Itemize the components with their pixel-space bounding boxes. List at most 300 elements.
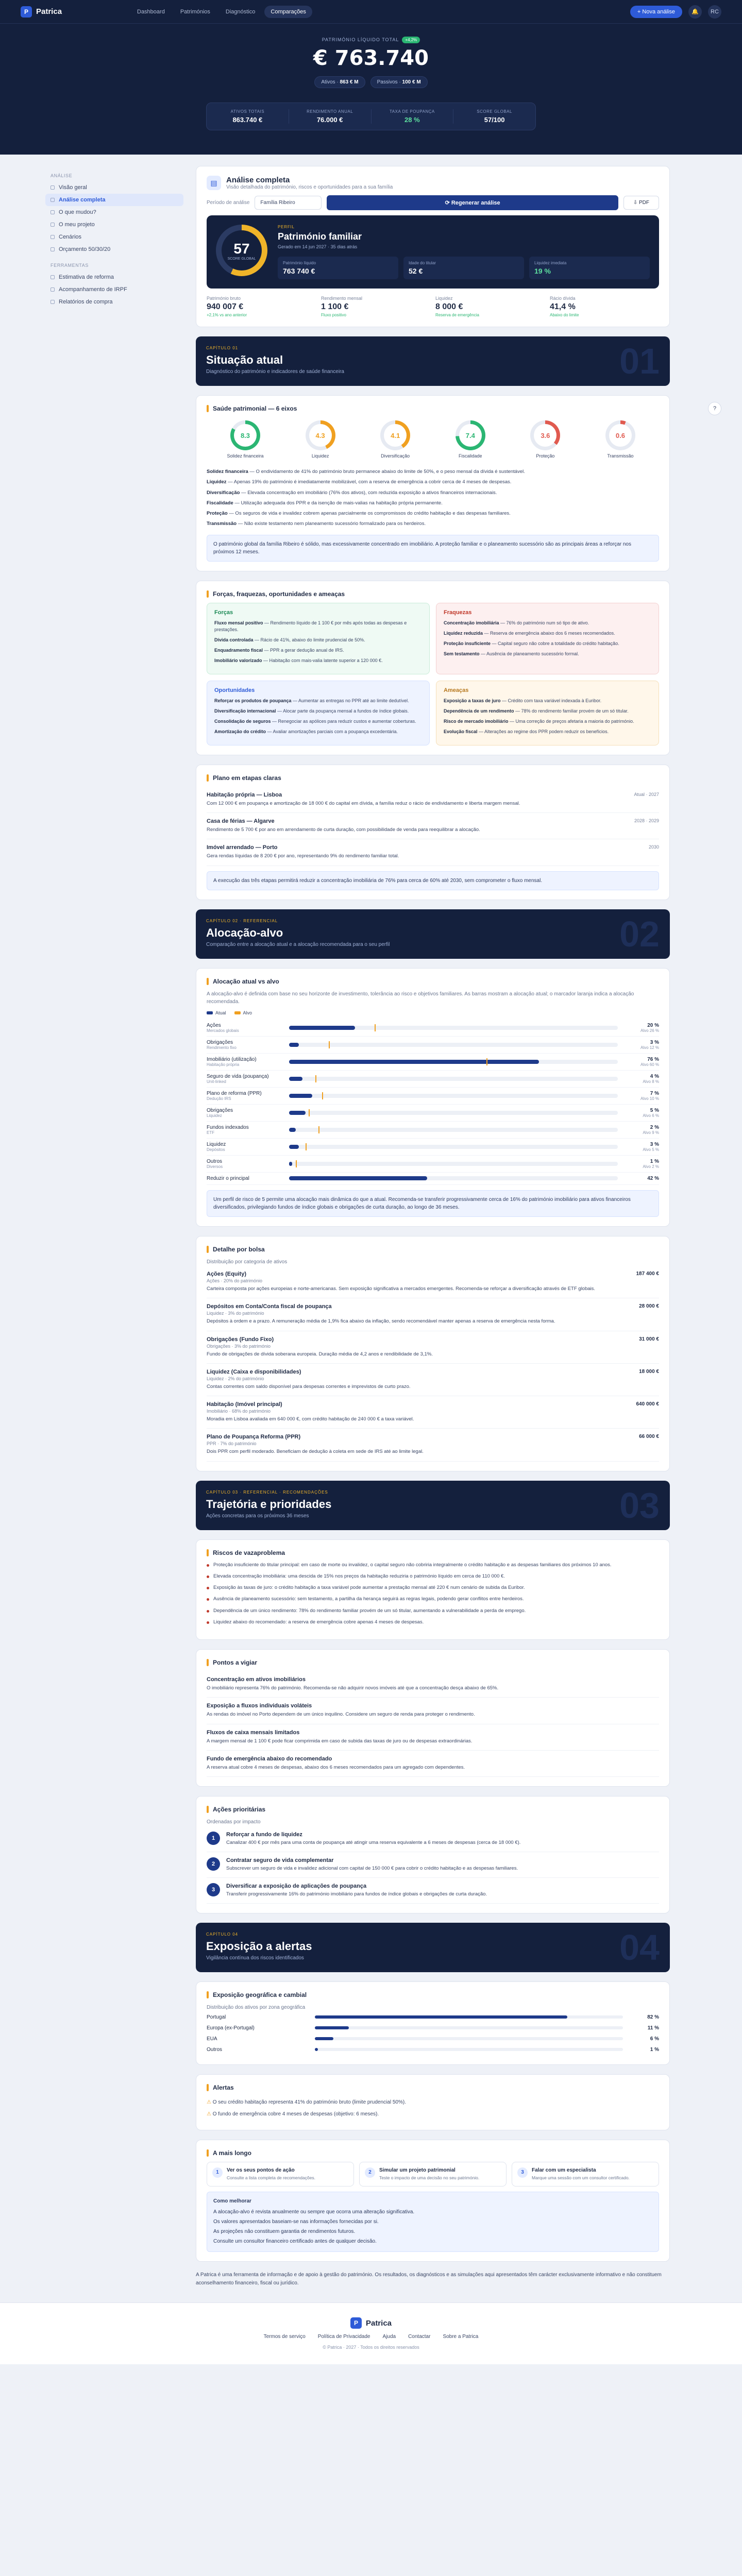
chapter-number: 02 [619,913,660,954]
swot-heading: Ameaças [444,687,469,693]
definition-term: Liquidez [207,479,227,485]
alloc-name-sub: Dedução IRS [207,1096,231,1101]
detail-row-text: Contas correntes com saldo disponível para despesas correntes e imprevistos de curto prazo. [207,1383,411,1389]
detail-row-sub: Ações · 20% do património [207,1278,263,1284]
legend-label: Atual [215,1010,226,1015]
exposure-track [315,2015,623,2019]
plan-row-header [207,818,659,824]
alloc-track [289,1094,618,1098]
exposure-value: 11 % [647,2025,659,2031]
health-definition [207,498,659,509]
definition-text: — Elevada concentração em imobiliário (76% dos ativos), com reduzida exposição a ativos financeiros internacionais. [240,489,497,496]
gauge-value: 0.6 [609,424,632,447]
disclaimer: A Patrica é uma ferramenta de informação e de apoio à gestão do património. Os resultados, os diagnósticos e as simulações aqui apresentados têm carácter exclusivamente informativo e não constituem aconselhamento financeiro, fiscal ou jurídico. [196,2272,662,2286]
alloc-target-marker [309,1109,310,1116]
risk-text: Dependência de um único rendimento: 78% do rendimento familiar provém de um só titular, aumentando a vulnerabilidade a perda de emprego. [213,1607,526,1614]
gauge-ring [380,420,410,450]
health-definition [207,488,659,498]
main-content [196,166,670,2297]
alloc-total-bar [289,1176,427,1180]
nav-item-icon [50,300,55,304]
detail-row-header [207,1369,659,1375]
footer-link[interactable]: Sobre a Patrica [443,2334,479,2340]
watch-point [207,1724,659,1751]
alert-item [207,2096,659,2109]
risk-text: Proteção insuficiente do titular principal: em caso de morte ou invalidez, o capital seguro não cobriria integralmente o crédito habitação e as despesas familiares dos próximos 10 anos. [213,1562,612,1568]
next-step-card[interactable] [207,2162,354,2187]
health-gauge [292,420,349,459]
alloc-target-marker [486,1058,487,1065]
alloc-name-sub: ETF [207,1130,215,1135]
priorities-card [196,1796,670,1913]
hero-chip-value: 863 € M [340,79,359,85]
alert-item [207,2108,659,2121]
swot-heading: Fraquezas [444,609,472,616]
footer [0,2302,742,2364]
risk-bullet-icon [207,1587,209,1589]
swot-item-text: — Renegociar as apólices para reduzir custos e aumentar coberturas. [271,718,416,724]
definition-term: Solidez financeira [207,469,248,474]
gauge-value: 4.3 [309,424,332,447]
alloc-value-current: 2 % [650,1124,659,1130]
swot-item [444,651,651,657]
watch-point-title: Exposição a fluxos individuais voláteis [207,1703,312,1709]
health-definition [207,467,659,477]
detail-row-value: 18 000 € [639,1368,659,1375]
stat-label: TAXA DE POUPANÇA [390,109,435,114]
alloc-value [623,1159,659,1169]
risk-bullet-icon [207,1564,209,1567]
sidebar-item-label: O que mudou? [59,209,96,215]
swot-item [444,718,651,725]
risk-text: Elevada concentração imobiliária: uma descida de 15% nos preços da habitação reduziria o património líquido em cerca de 110 000 €. [213,1573,505,1579]
info-item: Consulte um consultor financeiro certificado antes de qualquer decisão. [213,2239,377,2245]
detail-row [207,1364,659,1396]
chapter-subtitle: Vigilância contínua dos riscos identificados [206,1955,304,1961]
hero-chip-value: 100 € M [402,79,421,85]
priority-item[interactable] [207,1852,659,1878]
nav-item-icon [50,198,55,202]
priority-number: 2 [207,1857,220,1871]
swot-item-text: — Alterações ao regime dos PPR podem reduzir os benefícios. [477,728,609,734]
priority-item[interactable] [207,1878,659,1904]
chapter-number: 03 [619,1485,660,1526]
alloc-row [207,1105,659,1122]
step-body [227,2167,315,2181]
exposure-card [196,1981,670,2065]
points-card [196,1649,670,1787]
chapter-3-banner [196,1481,670,1530]
gauge-label: Solidez financeira [227,453,264,459]
swot-item-text: — Capital seguro não cobre a totalidade do crédito habitação. [491,640,619,646]
swot-item-text: — Reserva de emergência abaixo dos 6 meses recomendados. [483,630,615,636]
alloc-value [623,1023,659,1033]
health-gauge [517,420,574,459]
sidebar-item-label: Análise completa [59,197,106,203]
swot-item-title: Risco de mercado imobiliário [444,718,509,724]
risk-bullet-icon [207,1610,209,1613]
alloc-name [207,1125,284,1135]
family-select[interactable]: Família Ribeiro [255,196,322,210]
alloc-value [623,1142,659,1152]
gauge-value: 3.6 [534,424,556,447]
exposure-track [315,2048,623,2051]
risk-item [207,1619,659,1626]
nav-item-icon [50,223,55,227]
step-title: Falar com um especialista [532,2167,596,2173]
regenerate-label: Regenerar análise [451,200,500,206]
swot-item-title: Imobiliário valorizado [214,657,262,663]
health-definition [207,519,659,529]
swot-item-title: Concentração imobiliária [444,620,499,625]
score-metric-value: 19 % [534,267,551,275]
brand-name: Patrica [36,7,62,16]
swot-item-title: Evolução fiscal [444,728,478,734]
chapter-subtitle: Comparação entre a alocação atual e a alocação recomendada para o seu perfil [206,941,390,947]
alloc-value [623,1074,659,1084]
alloc-row [207,1071,659,1088]
chapter-1-banner [196,336,670,386]
chapter-number: 01 [619,341,660,381]
detail-row-text: Moradia em Lisboa avaliada em 640 000 €, com crédito habitação de 240 000 € a taxa variável. [207,1416,414,1422]
watch-point-text: As rendas do imóvel no Porto dependem de um único inquilino. Considere um seguro de renda para proteger o rendimento. [207,1711,475,1718]
sidebar [45,166,183,2297]
sidebar-item[interactable] [45,194,183,206]
sidebar-item-label: Visão geral [59,184,87,191]
sidebar-item[interactable] [45,206,183,218]
profile-title: Património familiar [278,231,362,242]
risk-text: Exposição às taxas de juro: o crédito habitação a taxa variável pode aumentar a prestação mensal até 220 € num cenário de subida da Euribor. [213,1585,525,1591]
gauge-label: Fiscalidade [459,453,482,459]
alloc-value-current: 5 % [650,1107,659,1113]
alert-text: O fundo de emergência cobre 4 meses de despesas (objetivo: 6 meses). [212,2111,379,2117]
gauge-value: 4.1 [384,424,407,447]
scroll-top-button[interactable]: ? [708,402,721,415]
regenerate-button[interactable]: ⟳ Regenerar análise [327,195,618,210]
swot-item-text: — Avaliar amortizações parciais com a poupança excedentária. [266,728,398,734]
detail-row-sub: Liquidez · 3% do património [207,1311,264,1316]
nav-item-icon [50,247,55,251]
exposure-name: Portugal [207,2014,226,2020]
pdf-button[interactable]: ⇩ PDF [623,196,659,210]
stat-label: ATIVOS TOTAIS [230,109,265,114]
alloc-value-target: Alvo 5 % [643,1147,659,1152]
swot-item [444,620,651,626]
detail-card [196,1236,670,1471]
definition-text: — Não existe testamento nem planeamento sucessório formalizado para os herdeiros. [237,521,426,527]
alloc-current-bar [289,1128,296,1132]
alloc-name-label: Seguro de vida (poupança) [207,1073,269,1079]
chart-icon: ▤ [207,176,221,190]
health-definition [207,509,659,519]
health-gauge [367,420,424,459]
swot-item-text: — 78% do rendimento familiar provém de um só titular. [514,708,629,714]
health-definition [207,477,659,487]
alloc-current-bar [289,1060,539,1064]
stats-bar [206,103,536,130]
swot-item [444,728,651,735]
score-metric-label: Idade do titular [409,261,436,265]
sidebar-item[interactable] [45,271,183,283]
nav-tab[interactable]: Diagnóstico [225,8,256,15]
chapter-subtitle: Ações concretas para os próximos 36 meses [206,1513,309,1519]
detail-row [207,1429,659,1461]
swot-item [214,708,422,715]
alloc-name-label: Fundos indexados [207,1124,249,1130]
detail-row-sub: Imobiliário · 68% do património [207,1409,271,1414]
risk-bullet-icon [207,1575,209,1578]
swot-item [444,640,651,647]
exposure-value: 82 % [647,2014,659,2020]
nav-tab[interactable]: Dashboard [137,8,165,15]
alert-icon: ⚠ [207,2111,213,2117]
profile-tag: PERFIL [278,225,295,229]
alloc-target-marker [375,1024,376,1031]
exposure-name: EUA [207,2036,217,2042]
kpi-k: Rendimento mensal [321,296,363,301]
detail-row-text: Depósitos à ordem e a prazo. A remuneração média de 1,9% fica abaixo da inflação, sendo recomendável manter apenas a reserva de emergência nesta forma. [207,1318,555,1325]
definition-text: — O endividamento de 41% do património bruto permanece abaixo do limite de 50%, e o peso mensal da dívida é sustentável. [248,469,525,474]
alloc-name [207,1108,284,1118]
summary-card [196,166,670,327]
swot-quadrant [207,681,430,745]
chapter-subtitle: Diagnóstico do património e indicadores de saúde financeira [206,369,344,375]
profile-meta: Gerado em 14 jun 2027 · 35 dias atrás [278,244,358,249]
priority-body [226,1857,518,1872]
risk-text: Liquidez abaixo do recomendado: a reserva de emergência cobre apenas 4 meses de despesas. [213,1619,424,1625]
stat-value: 57/100 [484,116,505,124]
exposure-row [207,2012,659,2023]
info-item: Os valores apresentados baseiam-se nas informações fornecidas por si. [213,2219,379,2225]
footer-copyright: © Patrica · 2027 · Todos os direitos reservados [323,2345,419,2350]
swot-heading: Oportunidades [214,687,255,693]
detail-row-sub: PPR · 7% do património [207,1441,257,1447]
swot-item-text: — 76% do património num só tipo de ativo. [499,620,589,625]
alert-icon: ⚠ [207,2099,213,2105]
alloc-value-current: 76 % [647,1056,659,1062]
risk-item [207,1573,659,1580]
detail-row-title: Obrigações (Fundo Fixo) [207,1336,274,1343]
detail-row-value: 31 000 € [639,1336,659,1342]
priority-text: Transferir progressivamente 16% do património imobiliário para fundos de índice globais e obrigações de curta duração. [226,1891,487,1897]
exposure-row [207,2044,659,2055]
alloc-track [289,1145,618,1149]
watch-point [207,1671,659,1698]
alloc-value-target: Alvo 26 % [640,1028,659,1033]
points-title: Pontos a vigiar [213,1659,258,1667]
alloc-name-label: Obrigações [207,1107,233,1113]
step-number: 2 [365,2167,375,2178]
footer-link[interactable]: Contactar [408,2334,431,2340]
alloc-row [207,1037,659,1054]
watch-point [207,1698,659,1724]
alloc-value-current: 4 % [650,1073,659,1079]
alloc-current-bar [289,1111,306,1115]
alloc-target-marker [322,1092,323,1099]
chapter-title: Situação atual [206,353,283,366]
alloc-row [207,1020,659,1037]
bell-icon[interactable]: 🔔 [688,5,702,19]
alloc-current-bar [289,1026,355,1030]
risks-card [196,1539,670,1640]
priority-number: 3 [207,1883,220,1896]
alloc-name [207,1142,284,1152]
nav-tab[interactable]: Comparações [264,6,312,18]
legend-label: Alvo [243,1010,252,1015]
alloc-track [289,1162,618,1166]
page-subtitle: Visão detalhada do património, riscos e oportunidades para a sua família [226,184,393,190]
stat-item [453,109,535,124]
exposure-name: Europa (ex-Portugal) [207,2025,255,2031]
sidebar-item-label: Estimativa de reforma [59,274,114,280]
gauge-label: Proteção [536,453,555,459]
alloc-track [289,1060,618,1064]
detail-row [207,1396,659,1429]
sidebar-item[interactable] [45,231,183,243]
alloc-name [207,1057,284,1067]
alloc-row [207,1156,659,1173]
alloc-name-label: Ações [207,1022,221,1028]
priority-body [226,1883,487,1898]
alloc-track [289,1111,618,1115]
nav-item-icon [50,275,55,279]
plan-title: Plano em etapas claras [213,774,281,782]
detail-row-value: 640 000 € [636,1401,659,1408]
sidebar-item[interactable] [45,296,183,308]
priority-text: Subscrever um seguro de vida e invalidez adicional com capital de 150 000 € para cobrir o crédito habitação e as despesas familiares. [226,1865,518,1871]
gauge-value: 7.4 [459,424,482,447]
sidebar-item[interactable] [45,218,183,231]
detail-row-header [207,1401,659,1408]
footer-link[interactable]: Termos de serviço [263,2334,306,2340]
chapter-2-banner [196,909,670,959]
footer-link[interactable]: Ajuda [382,2334,396,2340]
plan-row-text: Gera rendas líquidas de 8 200 € por ano, representando 9% do rendimento familiar total. [207,853,399,859]
stat-label: RENDIMENTO ANUAL [307,109,353,114]
risks-title: Riscos de vazaproblema [213,1549,285,1556]
health-gauge [217,420,274,459]
watch-point-text: A reserva atual cobre 4 meses de despesas, abaixo dos 6 meses recomendados para um agregado com dependentes. [207,1764,465,1770]
kpi-item [207,296,316,317]
detail-row [207,1298,659,1331]
plan-row-date: Atual · 2027 [634,791,659,797]
priority-title: Diversificar a exposição de aplicações de poupança [226,1883,367,1890]
exposure-subtitle: Distribuição dos ativos por zona geográfica [207,2005,306,2011]
score-card [207,215,659,289]
detail-row-sub: Liquidez · 2% do património [207,1376,264,1381]
swot-item-text: — Alocar parte da poupança mensal a fundos de índice globais. [276,708,409,714]
swot-quadrant [436,681,659,745]
stat-item [372,109,454,124]
alloc-value-current: 20 % [647,1022,659,1028]
gauge-label: Diversificação [381,453,410,459]
nav-item-icon [50,185,55,190]
sidebar-item[interactable] [45,181,183,194]
score-label: SCORE GLOBAL [227,257,256,261]
score-metric-value: 52 € [409,267,423,275]
info-item: As projeções não constituem garantia de rendimentos futuros. [213,2229,356,2235]
hero-chip-label: Ativos [321,79,335,85]
brand[interactable] [21,6,124,18]
hero [0,24,742,155]
score-metric-label: Património líquido [283,261,316,265]
footer-link[interactable]: Política de Privacidade [317,2334,370,2340]
sidebar-item[interactable] [45,243,183,256]
detail-row-text: Dois PPR com perfil moderado. Beneficiam de dedução à coleta em sede de IRS até ao limite legal. [207,1449,424,1455]
swot-item [444,698,651,704]
alloc-value [623,1057,659,1067]
nav-tab[interactable]: Patrimónios [180,8,210,15]
detail-row-title: Ações (Equity) [207,1271,247,1278]
priority-item[interactable] [207,1826,659,1852]
exposure-bar [315,2037,333,2040]
alloc-current-bar [289,1094,312,1098]
alloc-row [207,1088,659,1105]
detail-row-title: Depósitos em Conta/Conta fiscal de poupança [207,1303,332,1310]
score-metric-label: Liquidez imediata [534,261,567,265]
hero-chip: Ativos · 863 € M [314,76,365,88]
swot-item-title: Liquidez reduzida [444,630,483,636]
stat-label: SCORE GLOBAL [477,109,512,114]
alloc-value-target: Alvo 60 % [640,1062,659,1067]
stat-item [207,109,289,124]
alloc-name-label: Outros [207,1158,223,1164]
alloc-name-sub: Habitação própria [207,1062,240,1067]
kpi-s: Fluxo positivo [321,313,346,317]
detail-row-header [207,1434,659,1440]
next-step-card[interactable] [359,2162,507,2187]
sidebar-item-label: Acompanhamento de IRPF [59,286,127,293]
next-card [196,2140,670,2262]
pdf-label: PDF [639,200,649,206]
legend-swatch [234,1011,241,1014]
swot-item-title: Enquadramento fiscal [214,647,263,653]
nav-item-icon [50,210,55,214]
next-step-card[interactable] [512,2162,659,2187]
exposure-track [315,2037,623,2040]
swot-heading: Forças [214,609,233,616]
gauge-label: Liquidez [311,453,329,459]
gauge-ring [530,420,560,450]
exposure-value: 1 % [650,2046,659,2053]
page-title: Análise completa [226,176,290,184]
new-analysis-button[interactable]: + Nova análise [630,6,682,18]
kpi-s: Abaixo do limite [550,313,579,317]
plan-row-title: Imóvel arrendado — Porto [207,844,278,851]
stat-value: 76.000 € [316,116,343,124]
alloc-name-sub: Mercados globais [207,1028,239,1033]
definition-term: Transmissão [207,521,237,527]
avatar[interactable]: RC [708,5,721,19]
swot-item-text: — Aumentar as entregas no PPR até ao limite dedutível. [291,698,409,703]
alloc-value-target: Alvo 6 % [643,1113,659,1118]
alloc-name [207,1159,284,1169]
kpi-v: 8 000 € [435,302,463,311]
exposure-name: Outros [207,2046,223,2053]
risk-item [207,1596,659,1603]
chapter-tag: CAPÍTULO 01 [206,346,239,350]
sidebar-item[interactable] [45,283,183,296]
detail-row-header [207,1336,659,1343]
priority-body [226,1832,520,1846]
watch-point-title: Fluxos de caixa mensais limitados [207,1729,300,1736]
exposure-track [315,2026,623,2029]
swot-item-title: Diversificação internacional [214,708,276,714]
kpi-item [435,296,545,317]
step-number: 1 [212,2167,223,2178]
swot-item [214,698,422,704]
plan-row-title: Casa de férias — Algarve [207,818,275,825]
